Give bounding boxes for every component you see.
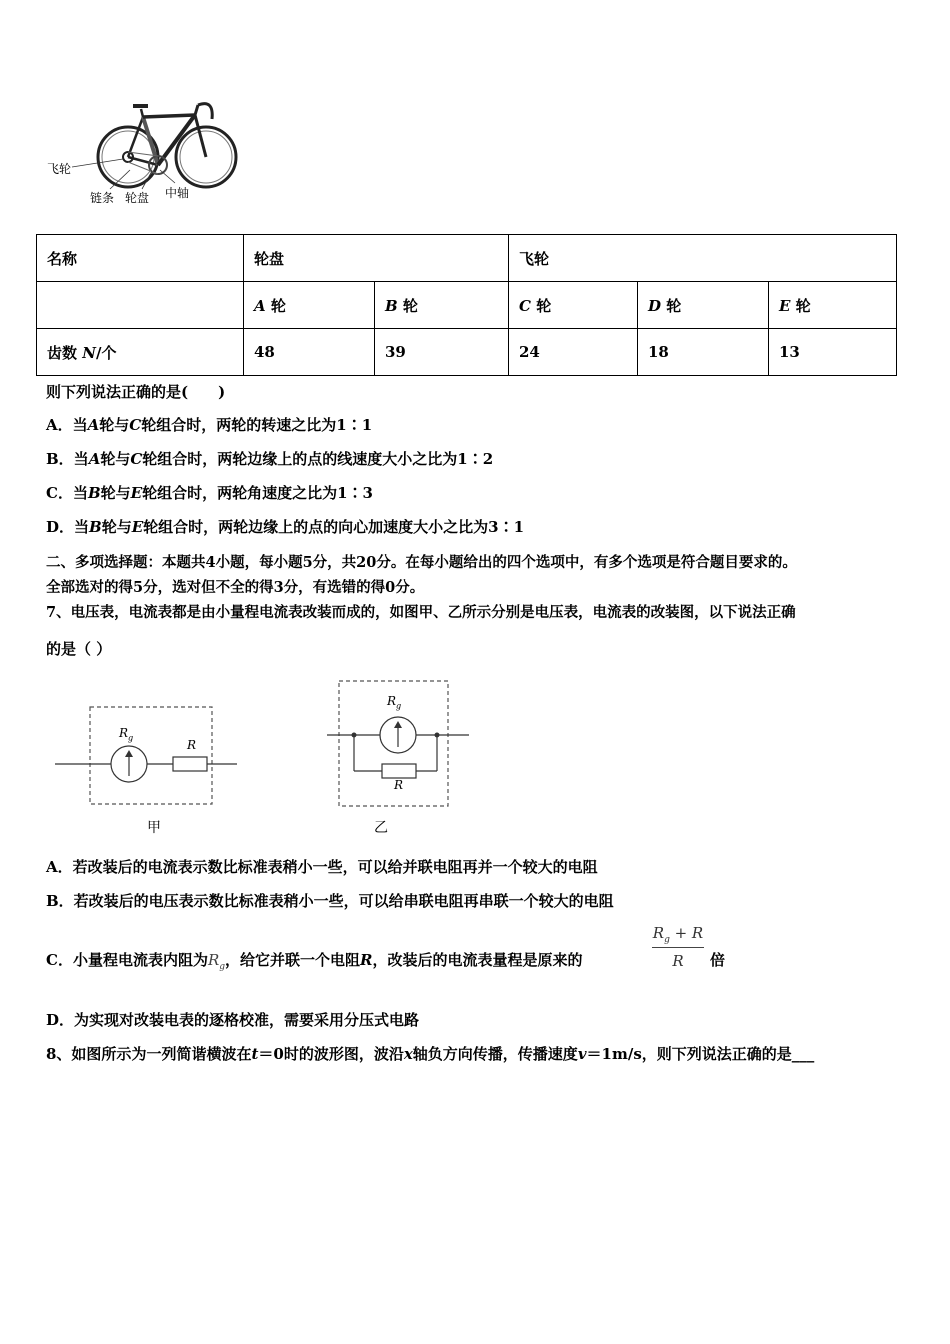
q6-option-a: A．当A轮与C轮组合时，两轮的转速之比为1∶1: [46, 416, 373, 434]
circuit-jia: [55, 700, 245, 815]
q6-stem: 则下列说法正确的是( ): [46, 383, 226, 401]
label-chainring: 轮盘: [125, 191, 150, 205]
label-freewheel: 飞轮: [47, 162, 72, 176]
yi-caption: 乙: [374, 820, 388, 836]
resistor-icon: [173, 757, 207, 771]
yi-r-label: R: [394, 778, 404, 792]
q7-option-d: D．为实现对改装电表的逐格校准，需要采用分压式电路: [46, 1011, 420, 1029]
rg-symbol: $R_g$: [207, 951, 226, 972]
header-chainring: 轮盘: [244, 235, 509, 282]
table-row: [37, 235, 897, 282]
section2-line1: 二、多项选择题：本题共4小题，每小题5分，共20分。在每小题给出的四个选项中，有多个选项是符合题目要求的。: [46, 554, 797, 571]
yi-rg-label: $R_g$: [387, 694, 402, 711]
q7-option-a: A．若改装后的电流表示数比标准表稍小一些，可以给并联电阻再并一个较大的电阻: [46, 858, 598, 876]
header-freewheel: 飞轮: [509, 235, 897, 282]
wheel-b-cell: B 轮: [375, 282, 509, 329]
table-cell: [37, 282, 244, 329]
q7-option-c: C．小量程电流表内阻为$R_g$，给它并联一个电阻R，改装后的电流表量程是原来的: [46, 951, 583, 972]
fraction-bar: [652, 947, 704, 948]
header-name: 名称: [37, 235, 244, 282]
gear-table: [36, 234, 897, 376]
teeth-a: 48: [244, 329, 375, 376]
table-row: [37, 329, 897, 376]
teeth-d: 18: [638, 329, 769, 376]
wheel-c-cell: C 轮: [509, 282, 638, 329]
q6-option-c: C．当B轮与E轮组合时，两轮角速度之比为1∶3: [46, 484, 373, 502]
teeth-b: 39: [375, 329, 509, 376]
q7-option-c-suffix: 倍: [710, 951, 726, 969]
label-chain: 链条: [90, 191, 115, 205]
bicycle-icon: [98, 104, 236, 187]
q7-stem-line1: 7、电压表，电流表都是由小量程电流表改装而成的，如图甲、乙所示分别是电压表，电流表的改装图，以下说法正确: [46, 604, 796, 621]
wheel-a-cell: A 轮: [244, 282, 375, 329]
jia-caption: 甲: [147, 820, 161, 836]
section2-line2: 全部选对的得5分，选对但不全的得3分，有选错的得0分。: [46, 579, 425, 596]
jia-r-label: R: [187, 738, 197, 752]
resistor-icon: [382, 764, 416, 778]
jia-rg-label: $R_g$: [119, 726, 134, 743]
q6-option-b: B．当A轮与C轮组合时，两轮边缘上的点的线速度大小之比为1∶2: [46, 450, 494, 468]
q8-stem: 8、如图所示为一列简谐横波在t＝0时的波形图，波沿x轴负方向传播，传播速度v＝1m/s，则下列说法正确的是___: [46, 1045, 815, 1063]
q7-option-b: B．若改装后的电压表示数比标准表稍小一些，可以给串联电阻再串联一个较大的电阻: [46, 892, 614, 910]
label-axle: 中轴: [165, 186, 190, 200]
table-row: [37, 282, 897, 329]
q6-option-d: D．当B轮与E轮组合时，两轮边缘上的点的向心加速度大小之比为3∶1: [46, 518, 525, 536]
row-label-teeth: 齿数 N/个: [37, 329, 244, 376]
teeth-c: 24: [509, 329, 638, 376]
fraction-denominator: R: [672, 952, 684, 970]
wheel-e-cell: E 轮: [769, 282, 897, 329]
fraction-numerator: $R_g + R$: [652, 924, 704, 945]
teeth-e: 13: [769, 329, 897, 376]
wheel-d-cell: D 轮: [638, 282, 769, 329]
q7-stem-line2: 的是（ ）: [46, 640, 112, 658]
